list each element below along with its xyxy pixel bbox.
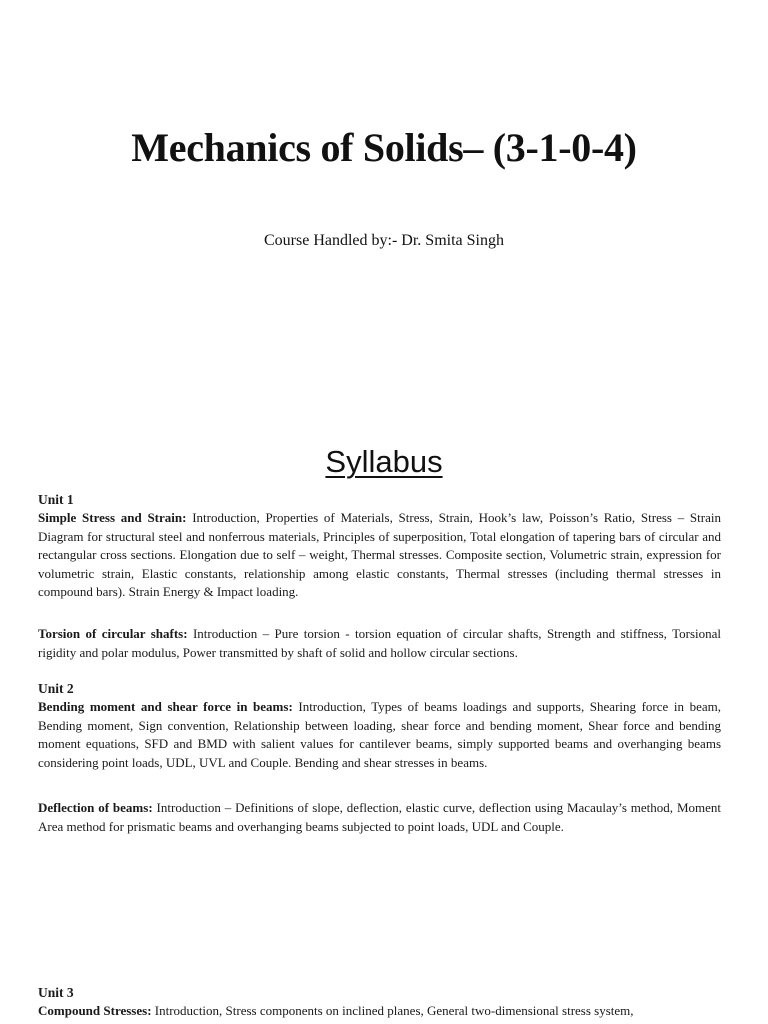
unit-3-topic-compound-stresses — [38, 1002, 721, 1021]
unit-2-section — [38, 680, 721, 772]
topic-text: Introduction, Stress components on inclined planes, General two-dimensional stress system, — [151, 1003, 634, 1018]
topic-title: Deflection of beams: — [38, 800, 153, 815]
unit-1-torsion-section — [38, 625, 721, 662]
topic-text: Introduction – Definitions of slope, deflection, elastic curve, deflection using Macaulay’s method, Moment Area method for prismatic beams and overhanging beams subjected to point loads, UDL and Couple. — [38, 800, 721, 834]
unit-2-deflection-section — [38, 799, 721, 836]
topic-title: Torsion of circular shafts: — [38, 626, 188, 641]
topic-text: Introduction – Pure torsion - torsion equation of circular shafts, Strength and stiffness, Torsional rigidity and polar modulus, Power transmitted by shaft of solid and hollow circular sections. — [38, 626, 721, 660]
unit-1-topic-torsion — [38, 625, 721, 662]
unit-3-section — [38, 984, 721, 1021]
document-title: Mechanics of Solids– (3-1-0-4) — [131, 125, 637, 170]
unit-1-section — [38, 491, 721, 602]
topic-title: Bending moment and shear force in beams: — [38, 699, 293, 714]
course-instructor-line: Course Handled by:- Dr. Smita Singh — [264, 232, 504, 249]
topic-title: Compound Stresses: — [38, 1003, 152, 1018]
unit-2-topic-bending-moment — [38, 698, 721, 772]
unit-2-topic-deflection — [38, 799, 721, 836]
syllabus-heading: Syllabus — [325, 444, 443, 479]
topic-text: Introduction, Properties of Materials, Stress, Strain, Hook’s law, Poisson’s Ratio, Stress – Strain Diagram for structural steel and nonferrous materials, Principles of superposition, Total elongation of tapering bars of circular and rectangular cross sections. Elongation due to self – weight, Thermal stresses. Composite section, Volumetric strain, expression for volumetric strain, Elastic constants, relationship among elastic constants, Thermal stresses (including thermal stresses in compound bars). Strain Energy & Impact loading. — [38, 510, 721, 600]
topic-title: Simple Stress and Strain: — [38, 510, 187, 525]
unit-1-label: Unit 1 — [38, 492, 74, 507]
unit-1-topic-simple-stress — [38, 509, 721, 602]
unit-3-label: Unit 3 — [38, 985, 74, 1000]
unit-2-label: Unit 2 — [38, 681, 74, 696]
topic-text: Introduction, Types of beams loadings and supports, Shearing force in beam, Bending moment, Sign convention, Relationship between loading, shear force and bending moment, Shear force and bending moment equations, SFD and BMD with salient values for cantilever beams, simply supported beams and overhanging beams considering point loads, UDL, UVL and Couple. Bending and shear stresses in beams. — [38, 699, 721, 770]
